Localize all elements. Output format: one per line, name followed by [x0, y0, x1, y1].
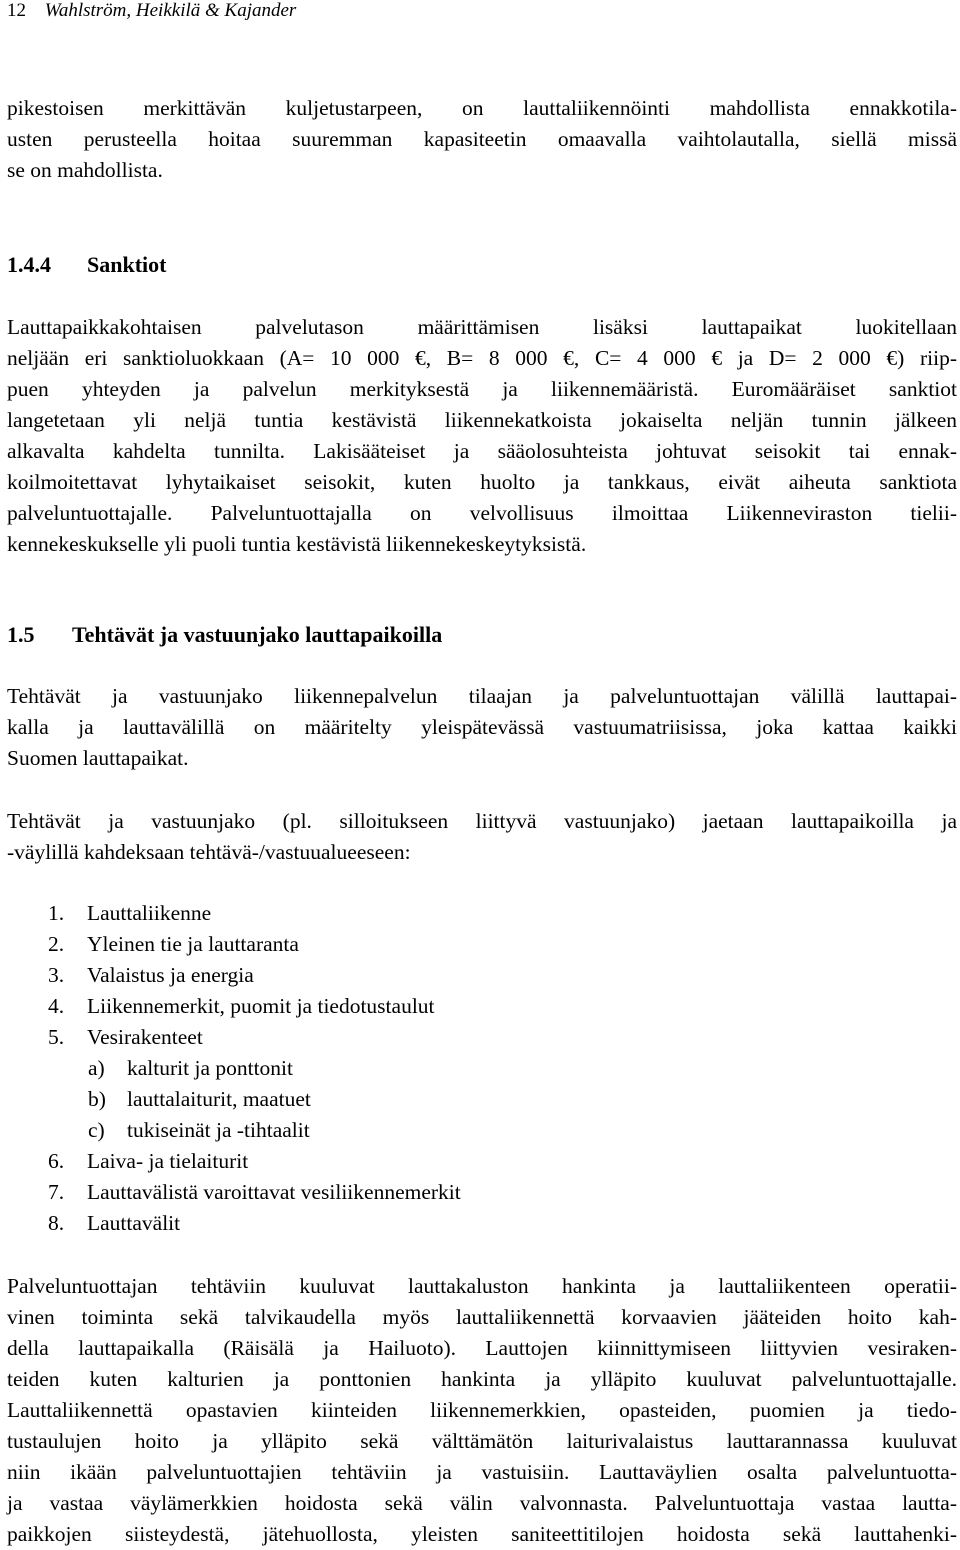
list-item-text: tukiseinät ja -tihtaalit — [127, 1118, 310, 1142]
section-title: Tehtävät ja vastuunjako lauttapaikoilla — [72, 622, 443, 647]
list-item-text: Vesirakenteet — [87, 1025, 203, 1049]
list-marker: a) — [88, 1056, 105, 1080]
text-line: ja vastaa väylämerkkien hoidosta sekä välin valvonnasta. Palveluntuottaja vastaa lautta- — [7, 1491, 957, 1515]
section-heading-1-4-4 — [7, 250, 166, 280]
list-marker: c) — [88, 1118, 105, 1142]
text-line: tustaulujen hoito ja ylläpito sekä välttämätön laiturivalaistus lauttarannassa kuuluvat — [7, 1429, 957, 1453]
section-number: 1.4.4 — [7, 252, 51, 277]
list-subitem — [48, 1053, 461, 1084]
list-item-text: Lauttavälit — [87, 1211, 181, 1235]
list-item-text: Lauttaliikenne — [87, 901, 212, 925]
text-line: neljään eri sanktioluokkaan (A= 10 000 €, B= 8 000 €, C= 4 000 € ja D= 2 000 €) riip- — [7, 346, 957, 370]
list-item-text: Liikennemerkit, puomit ja tiedotustaulut — [87, 994, 435, 1018]
text-line: langetetaan yli neljä tuntia kestävistä liikennekatkoista jokaiselta neljän tunnin jälkeen — [7, 408, 957, 432]
paragraph-intro — [7, 93, 957, 186]
text-line: -väylillä kahdeksaan tehtävä-/vastuualueeseen: — [7, 840, 411, 864]
text-line: Lauttapaikkakohtaisen palvelutason määrittämisen lisäksi lauttapaikat luokitellaan — [7, 315, 957, 339]
section-heading-1-5 — [7, 620, 442, 650]
list-subitem — [48, 1084, 461, 1115]
section-title: Sanktiot — [87, 252, 167, 277]
list-item-text: Lauttavälistä varoittavat vesiliikennemerkit — [87, 1180, 461, 1204]
text-line: puen yhteyden ja palvelun merkityksestä ja liikennemääristä. Euromääräiset sanktiot — [7, 377, 957, 401]
task-list — [48, 898, 461, 1239]
paragraph-sanktiot — [7, 312, 957, 560]
section-number: 1.5 — [7, 622, 35, 647]
text-line: se on mahdollista. — [7, 158, 163, 182]
text-line: palveluntuottajalle. Palveluntuottajalla on velvollisuus ilmoittaa Liikenneviraston tielii- — [7, 501, 957, 525]
text-line: Palveluntuottajan tehtäviin kuuluvat lauttakaluston hankinta ja lauttaliikenteen operatii- — [7, 1274, 957, 1298]
text-line: kalla ja lauttavälillä on määritelty yleispätevässä vastuumatriisissa, joka kattaa kaikki — [7, 715, 957, 739]
list-item — [48, 1146, 461, 1177]
list-marker: b) — [88, 1087, 106, 1111]
paragraph-palveluntuottaja — [7, 1271, 957, 1550]
list-marker: 7. — [48, 1180, 65, 1204]
list-marker: 8. — [48, 1211, 65, 1235]
list-item-text: lauttalaiturit, maatuet — [127, 1087, 311, 1111]
text-line: usten perusteella hoitaa suuremman kapasiteetin omaavalla vaihtolautalla, siellä missä — [7, 127, 957, 151]
list-item — [48, 1022, 461, 1053]
list-marker: 2. — [48, 932, 65, 956]
text-line: Tehtävät ja vastuunjako liikennepalvelun tilaajan ja palveluntuottajan välillä lauttapai- — [7, 684, 957, 708]
list-marker: 3. — [48, 963, 65, 987]
paragraph-tehtavat-1 — [7, 681, 957, 774]
list-item-text: kalturit ja ponttonit — [127, 1056, 294, 1080]
text-line: Tehtävät ja vastuunjako (pl. silloitukseen liittyvä vastuunjako) jaetaan lauttapaikoilla ja — [7, 809, 957, 833]
list-marker: 4. — [48, 994, 65, 1018]
list-item — [48, 898, 461, 929]
list-item — [48, 991, 461, 1022]
text-line: Lauttaliikennettä opastavien kiinteiden liikennemerkkien, opasteiden, puomien ja tiedo- — [7, 1398, 957, 1422]
list-item-text: Laiva- ja tielaiturit — [87, 1149, 249, 1173]
text-line: alkavalta kahdelta tunnilta. Lakisääteiset ja sääolosuhteista johtuvat seisokit tai ennak- — [7, 439, 957, 463]
page-number: 12 — [7, 0, 26, 21]
text-line: vinen toiminta sekä talvikaudella myös lauttaliikennettä korvaavien jääteiden hoito kah- — [7, 1305, 957, 1329]
list-marker: 5. — [48, 1025, 65, 1049]
list-item — [48, 929, 461, 960]
list-item — [48, 1208, 461, 1239]
text-line: koilmoitettavat lyhytaikaiset seisokit, kuten huolto ja tankkaus, eivät aiheuta sanktiota — [7, 470, 957, 494]
text-line: pikestoisen merkittävän kuljetustarpeen, on lauttaliikennöinti mahdollista ennakkotila- — [7, 96, 957, 120]
list-item-text: Valaistus ja energia — [87, 963, 254, 987]
list-marker: 6. — [48, 1149, 65, 1173]
running-header — [7, 0, 296, 22]
list-item — [48, 1177, 461, 1208]
list-item-text: Yleinen tie ja lauttaranta — [87, 932, 299, 956]
text-line: kennekeskukselle yli puoli tuntia kestävistä liikennekeskeytyksistä. — [7, 532, 587, 556]
paragraph-tehtavat-2 — [7, 806, 957, 868]
text-line: niin ikään palveluntuottajien tehtäviin ja vastuisiin. Lauttaväylien osalta palveluntuotta- — [7, 1460, 957, 1484]
list-item — [48, 960, 461, 991]
list-marker: 1. — [48, 901, 65, 925]
list-subitem — [48, 1115, 461, 1146]
text-line: Suomen lauttapaikat. — [7, 746, 189, 770]
text-line: della lauttapaikalla (Räisälä ja Hailuoto). Lauttojen kiinnittymiseen liittyvien vesiraken- — [7, 1336, 957, 1360]
text-line: teiden kuten kalturien ja ponttonien hankinta ja ylläpito kuuluvat palveluntuottajalle. — [7, 1367, 957, 1391]
running-header-authors: Wahlström, Heikkilä & Kajander — [44, 0, 297, 21]
text-line: paikkojen siisteydestä, jätehuollosta, yleisten saniteettitilojen hoidosta sekä lauttahenki- — [7, 1522, 957, 1546]
